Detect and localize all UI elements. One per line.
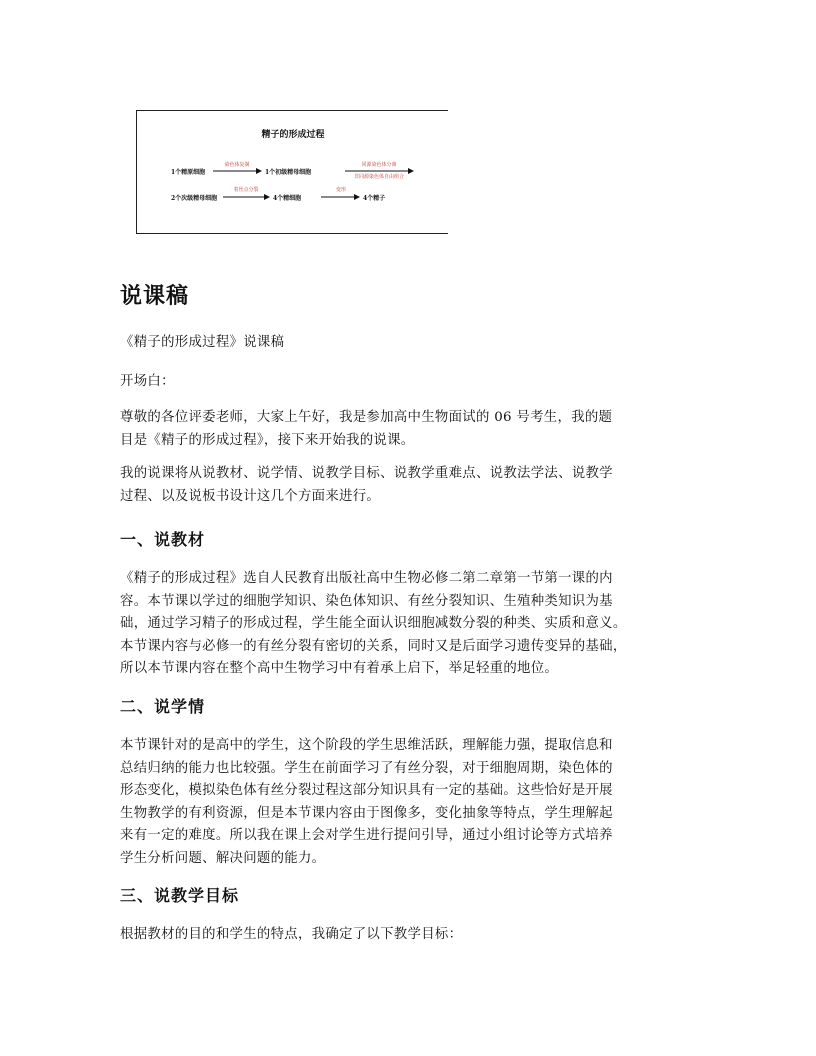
- label-homologous-separation: 同源染色体分离: [361, 162, 397, 168]
- label-centromere-division: 着丝点分裂: [233, 187, 259, 193]
- node-primary-spermatocyte: 1个初级精母细胞: [265, 169, 312, 176]
- opening-label: 开场白：: [120, 374, 175, 389]
- diagram-title: 精子的形成过程: [261, 130, 325, 140]
- section-heading-objectives: 三、说教学目标: [120, 886, 240, 905]
- label-transformation: 变形: [335, 187, 346, 193]
- node-spermatid: 4个精细胞: [273, 195, 302, 202]
- label-nonhomologous-combination: 非同源染色体自由组合: [353, 174, 404, 180]
- textbook-paragraph: 《精子的形成过程》选自人民教育出版社高中生物必修二第二章第一节第一课的内 容。本节课以学过的细胞学知识、染色体知识、有丝分裂知识、生殖种类知识为基 础，通过学习精子的形成过程，学生能全面认识细胞减数分裂的种类、实质和意义。 本节课内容与必修一的有丝分裂有密切的关系，同时又是后面学习遗传变异的基础， 所以本节课内容在整个高中生物学习中有着承上启下，举足轻重的地位。: [120, 571, 627, 677]
- students-paragraph: 本节课针对的是高中的学生，这个阶段的学生思维活跃，理解能力强，提取信息和 总结归纳的能力也比较强。学生在前面学习了有丝分裂，对于细胞周期，染色体的 形态变化，模拟染色体有丝分裂过程这部分知识具有一定的基础。这些恰好是开展 生物教学的有利资源，但是本节课内容由于图像多，变化抽象等特点，学生理解起 来有一定的难度。所以我在课上会对学生进行提问引导，通过小组讨论等方式培养 学生分析问题、解决问题的能力。: [120, 738, 613, 866]
- objectives-paragraph: 根据教材的目的和学生的特点，我确定了以下教学目标：: [120, 927, 463, 942]
- node-secondary-spermatocyte: 2个次级精母细胞: [171, 195, 218, 202]
- section-heading-textbook: 一、说教材: [120, 530, 206, 549]
- document-title: 说课稿: [120, 284, 190, 309]
- section-heading-students: 二、说学情: [120, 697, 206, 716]
- node-spermatogonium: 1个精原细胞: [171, 169, 206, 176]
- plan-paragraph: 我的说课将从说教材、说学情、说教学目标、说教学重难点、说教法学法、说教学 过程、以及说板书设计这几个方面来进行。: [120, 466, 613, 504]
- node-sperm: 4个精子: [363, 195, 386, 202]
- label-chromosome-replication: 染色体复制: [224, 162, 250, 168]
- intro-paragraph: 尊敬的各位评委老师，大家上午好，我是参加高中生物面试的 06 号考生，我的题 目是《精子的形成过程》，接下来开始我的说课。: [120, 410, 613, 448]
- lecture-subtitle: 《精子的形成过程》说课稿: [120, 335, 285, 350]
- process-diagram: [136, 110, 448, 234]
